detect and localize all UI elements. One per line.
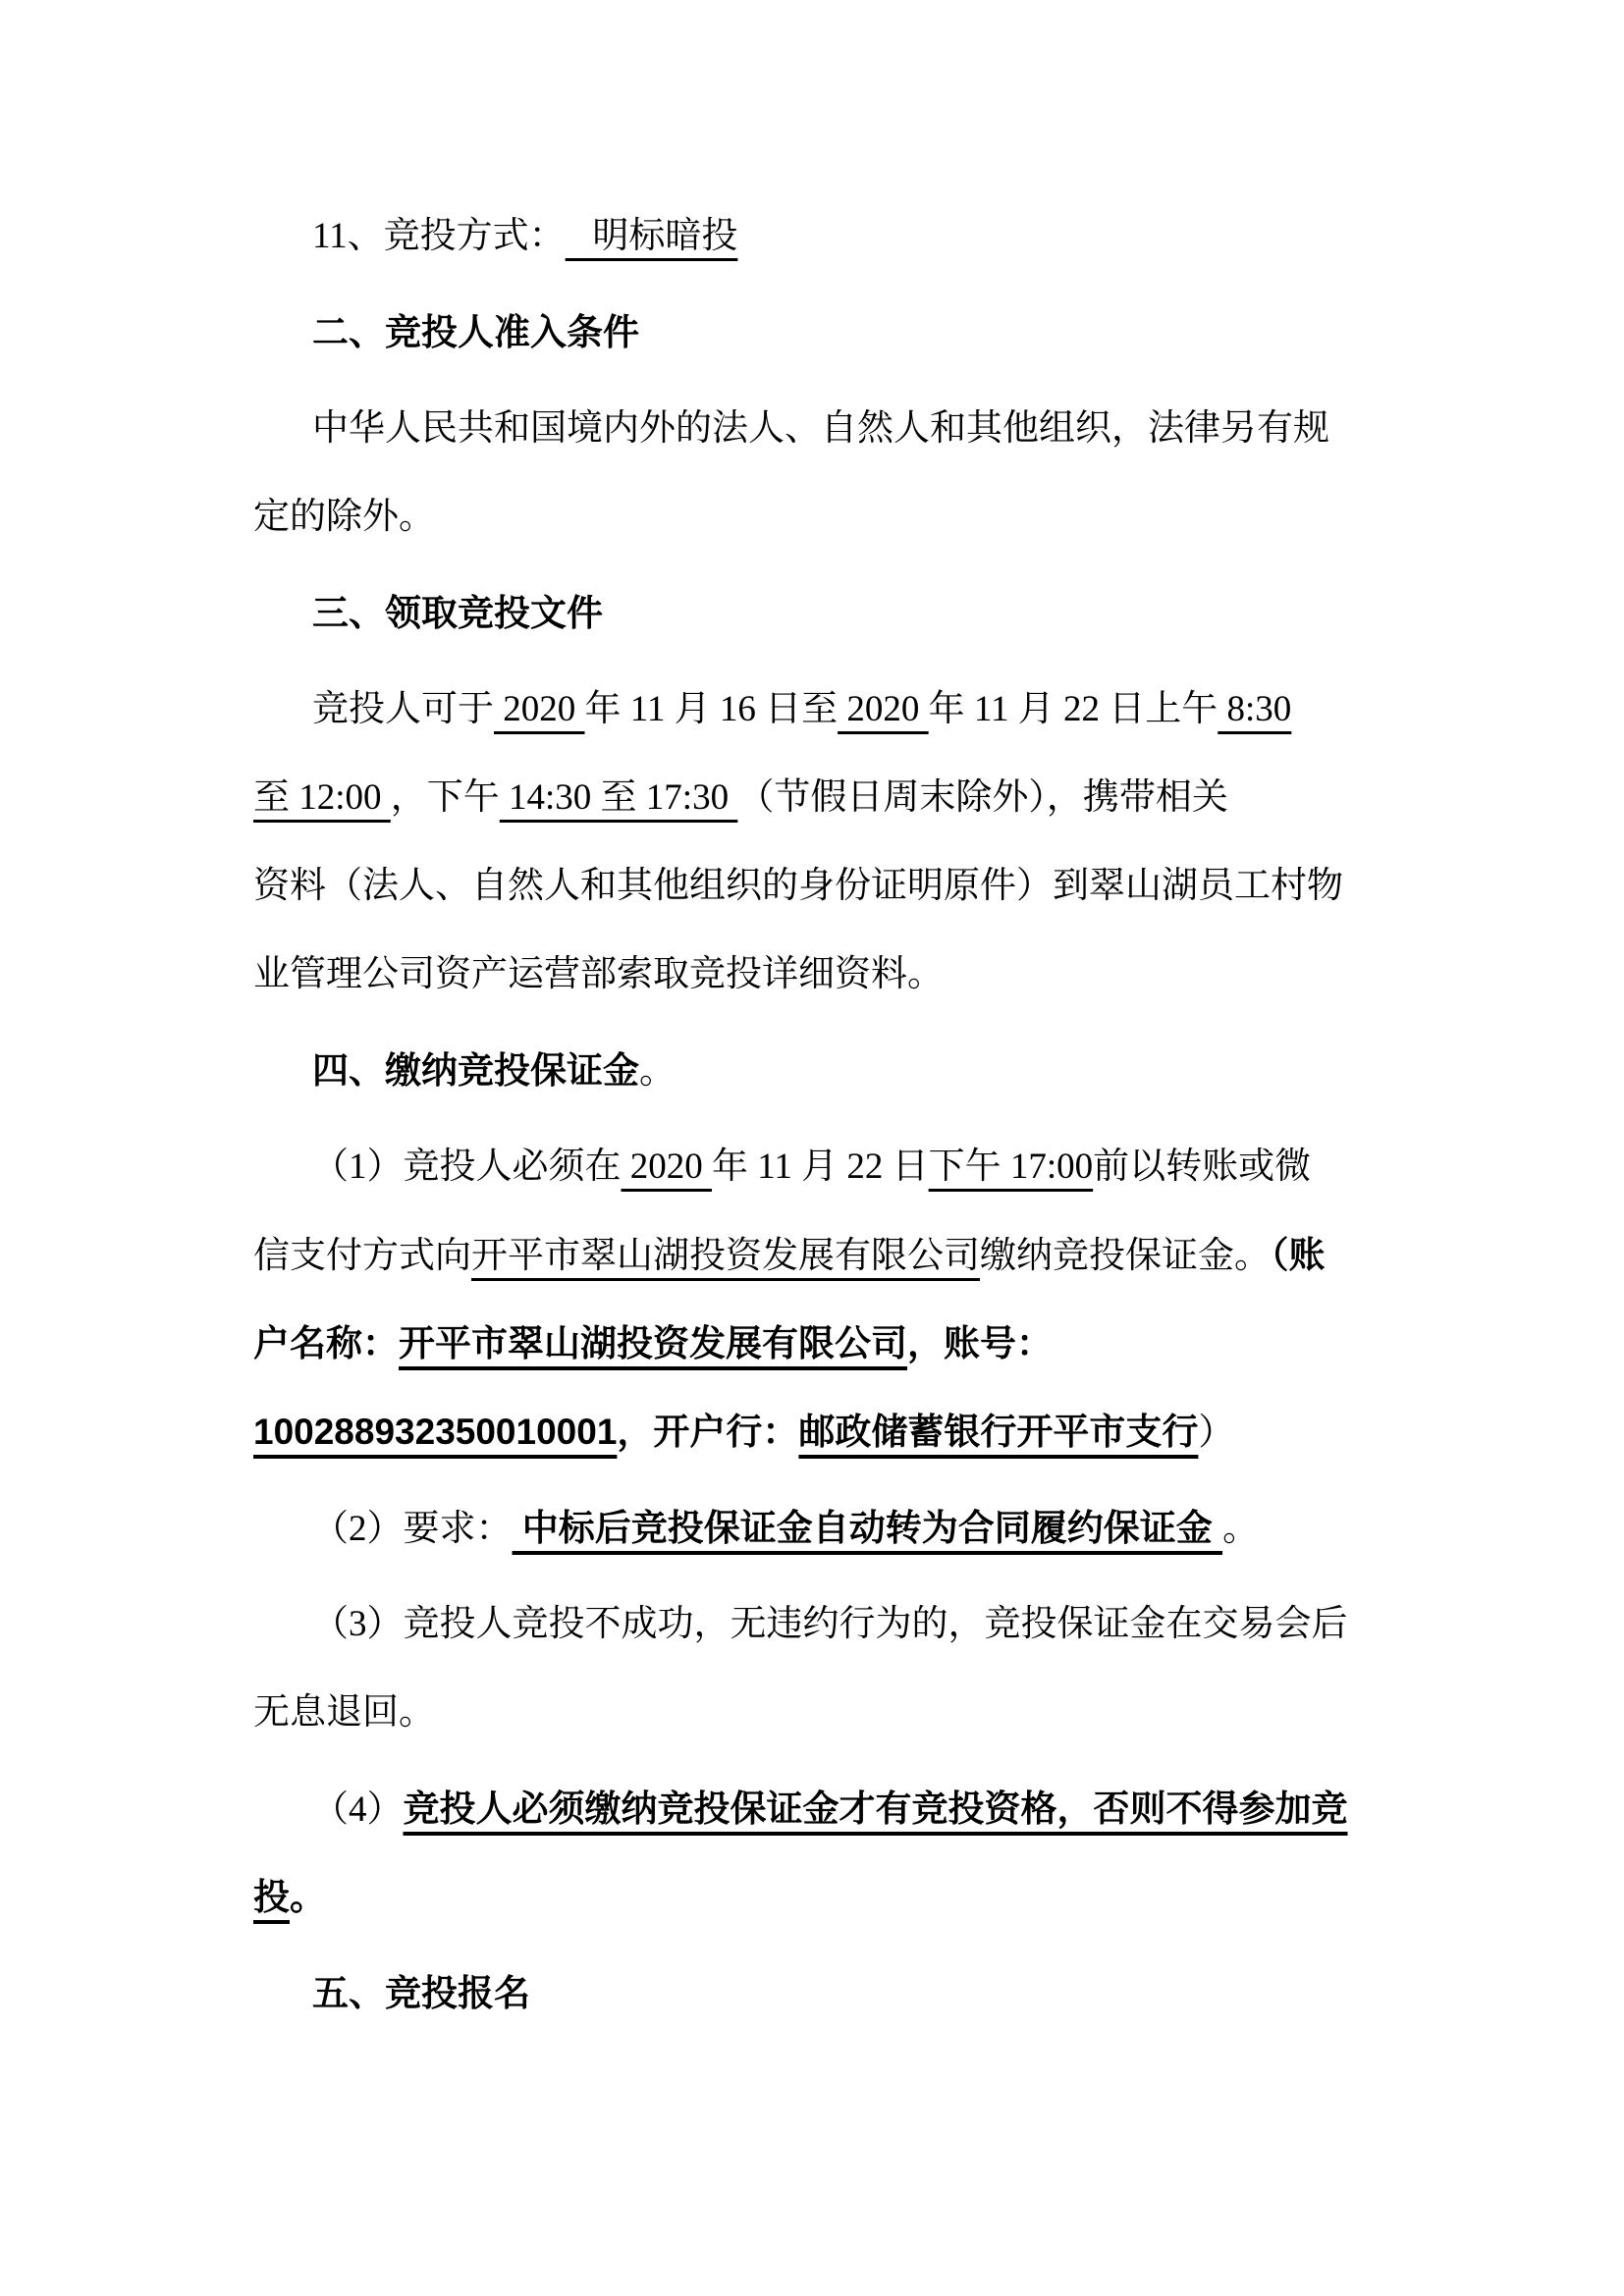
text-run: 信支付方式向 xyxy=(253,1236,471,1276)
document-body xyxy=(253,192,1365,2038)
text-run: 11、竞投方式： xyxy=(312,216,566,256)
text-line xyxy=(253,1580,1365,1669)
text-line xyxy=(253,1765,1365,1853)
text-run: 竞投人可于 xyxy=(312,689,494,729)
text-line xyxy=(253,569,1365,658)
text-run: 2020 xyxy=(494,689,585,729)
text-line xyxy=(253,842,1365,931)
text-run: 竞投人必须缴纳竞投保证金才有竞投资格，否则不得参加竞 xyxy=(403,1789,1348,1829)
text-run: 二、竞投人准入条件 xyxy=(312,312,639,352)
text-run: 8:30 xyxy=(1218,689,1292,729)
text-run: 投 xyxy=(253,1877,290,1917)
text-run: 2020 xyxy=(838,689,929,729)
text-line xyxy=(253,666,1365,754)
text-line xyxy=(253,289,1365,377)
text-run: 户名称： xyxy=(253,1323,399,1363)
text-run: 资料（法人、自然人和其他组织的身份证明原件）到翠山湖员工村物 xyxy=(253,866,1343,906)
text-run: 2020 xyxy=(621,1147,712,1187)
text-run: 开平市翠山湖投资发展有限公司 xyxy=(471,1236,980,1276)
text-run: 年 11 月 16 日至 xyxy=(584,689,839,729)
text-run: 年 11 月 22 日 xyxy=(712,1147,929,1187)
text-run: 年 11 月 22 日上午 xyxy=(928,689,1218,729)
text-run: 14:30 至 17:30 xyxy=(499,777,738,818)
text-run: 100288932350010001 xyxy=(253,1412,618,1452)
text-run: 前以转账或微 xyxy=(1093,1147,1312,1187)
text-line xyxy=(253,1669,1365,1757)
text-line xyxy=(253,385,1365,473)
text-run: （节假日周末除外），携带相关 xyxy=(737,777,1228,818)
text-run: 明标暗投 xyxy=(565,216,738,256)
text-run: 缴纳竞投保证金。 xyxy=(980,1236,1271,1276)
text-run: ，下午 xyxy=(390,777,500,818)
text-run: 五、竞投报名 xyxy=(312,1973,530,2013)
text-run: （2）要求： xyxy=(312,1509,513,1549)
text-run: 中标后竞投保证金自动转为合同履约保证金 xyxy=(512,1508,1223,1548)
text-run: （1）竞投人必须在 xyxy=(312,1147,622,1187)
text-line xyxy=(253,1853,1365,1942)
text-line xyxy=(253,192,1365,281)
text-run: 定的除外。 xyxy=(253,497,435,537)
text-run: 邮政储蓄银行开平市支行 xyxy=(798,1412,1199,1452)
text-line xyxy=(253,1484,1365,1573)
text-run: ） xyxy=(1198,1413,1235,1453)
text-line xyxy=(253,754,1365,842)
text-run: 。 xyxy=(639,1051,676,1092)
text-run: （4） xyxy=(312,1789,404,1830)
text-run: 四、缴纳竞投保证金 xyxy=(312,1050,639,1091)
text-run: ，账号： xyxy=(907,1323,1053,1363)
text-line xyxy=(253,1388,1365,1476)
text-line xyxy=(253,473,1365,561)
text-run: ，开户行： xyxy=(617,1412,799,1452)
text-run: （3）竞投人竞投不成功，无违约行为的，竞投保证金在交易会后 xyxy=(312,1604,1348,1644)
text-run: 三、领取竞投文件 xyxy=(312,593,603,633)
text-run: 。 xyxy=(1222,1509,1260,1549)
text-run: 开平市翠山湖投资发展有限公司 xyxy=(399,1323,907,1363)
text-line xyxy=(253,931,1365,1019)
text-run: （账 xyxy=(1271,1235,1326,1275)
text-line xyxy=(253,1949,1365,2038)
text-run: 无息退回。 xyxy=(253,1692,435,1733)
text-run: 中华人民共和国境内外的法人、自然人和其他组织，法律另有规 xyxy=(312,408,1329,449)
text-line xyxy=(253,1123,1365,1211)
text-run: 。 xyxy=(290,1877,326,1917)
text-line xyxy=(253,1211,1365,1300)
text-run: 至 12:00 xyxy=(253,777,391,818)
text-line xyxy=(253,1300,1365,1388)
text-run: 下午 17:00 xyxy=(928,1147,1094,1187)
text-run: 业管理公司资产运营部索取竞投详细资料。 xyxy=(253,954,944,994)
text-line xyxy=(253,1027,1365,1115)
